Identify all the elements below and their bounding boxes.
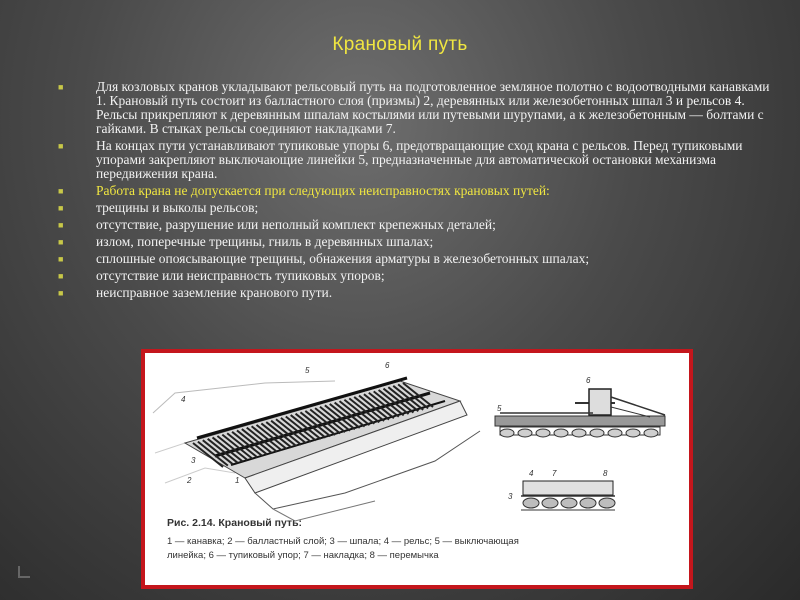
- bullet-item: [58, 139, 778, 181]
- figure-caption-line-1: 1 — канавка; 2 — балластный слой; 3 — шпала; 4 — рельс; 5 — выключающая: [167, 536, 519, 547]
- bullet-text: Для козловых кранов укладывают рельсовый путь на подготовленное земляное полотно с водоотводными канавками 1. Крановый путь состоит из балластного слоя (призмы) 2, деревянных или железобетонных шпал 3 и рельсов 4. Рельсы прикрепляют к деревянным шпалам костылями или путевыми шурупами, а к железобетонным — болтами с гайками. В стыках рельсы соединяют накладками 7.: [96, 79, 770, 136]
- joint-sleeper: [561, 498, 577, 508]
- slide-corner-ornament: [18, 566, 30, 578]
- bullet-item: [58, 269, 778, 283]
- section-sleeper: [500, 429, 514, 437]
- label-1: 1: [235, 476, 240, 485]
- label-6: 6: [385, 361, 390, 370]
- joint-sleeper: [542, 498, 558, 508]
- joint-sleepers-group: [523, 498, 615, 508]
- bullet-item: [58, 201, 778, 215]
- section-sleeper: [626, 429, 640, 437]
- bullet-text: излом, поперечные трещины, гниль в деревянных шпалах;: [96, 234, 434, 249]
- bullet-text: неисправное заземление кранового пути.: [96, 285, 333, 300]
- label-8: 8: [603, 469, 608, 478]
- bullet-marker: ■: [58, 271, 64, 281]
- section-sleeper: [608, 429, 622, 437]
- bullet-marker: ■: [58, 141, 64, 151]
- figure-caption-line-2: линейка; 6 — тупиковый упор; 7 — накладка; 8 — перемычка: [167, 550, 439, 561]
- bullet-marker: ■: [58, 237, 64, 247]
- bullet-text: Работа крана не допускается при следующих неисправностях крановых путей:: [96, 183, 550, 198]
- bullet-text: трещины и выколы рельсов;: [96, 200, 259, 215]
- joint-sleeper: [599, 498, 615, 508]
- bullet-item: [58, 286, 778, 300]
- joint-sleeper: [523, 498, 539, 508]
- bullet-text: отсутствие, разрушение или неполный комплект крепежных деталей;: [96, 217, 496, 232]
- bullet-marker: ■: [58, 220, 64, 230]
- bullet-marker: ■: [58, 82, 64, 92]
- bullet-item: [58, 235, 778, 249]
- section-sleeper: [590, 429, 604, 437]
- slide-title: Крановый путь: [332, 34, 468, 55]
- label-6-section: 6: [586, 376, 591, 385]
- joint-sleeper: [580, 498, 596, 508]
- bullet-item-highlighted: [58, 184, 778, 198]
- bullet-item: [58, 218, 778, 232]
- bullet-item: [58, 80, 778, 136]
- bullet-marker: ■: [58, 186, 64, 196]
- section-sleepers-group: [500, 429, 658, 437]
- section-sleeper: [518, 429, 532, 437]
- label-4: 4: [181, 395, 186, 404]
- crane-track-drawing: [145, 353, 689, 585]
- label-4-joint: 4: [529, 469, 534, 478]
- label-3: 3: [191, 456, 196, 465]
- bullet-marker: ■: [58, 203, 64, 213]
- section-sleeper: [644, 429, 658, 437]
- section-sleeper: [554, 429, 568, 437]
- section-sleeper: [572, 429, 586, 437]
- bullet-text: отсутствие или неисправность тупиковых упоров;: [96, 268, 385, 283]
- label-2: 2: [187, 476, 192, 485]
- bullet-text: сплошные опоясывающие трещины, обнажения арматуры в железобетонных шпалах;: [96, 251, 590, 266]
- section-sleeper: [536, 429, 550, 437]
- figure-caption-title: Рис. 2.14. Крановый путь:: [167, 517, 303, 529]
- bullet-item: [58, 252, 778, 266]
- slide-body: [58, 80, 778, 303]
- bullet-marker: ■: [58, 254, 64, 264]
- label-3-joint: 3: [508, 492, 513, 501]
- crane-track-figure: [141, 349, 693, 589]
- label-5-section: 5: [497, 404, 502, 413]
- bullet-text: На концах пути устанавливают тупиковые упоры 6, предотвращающие сход крана с рельсов. Перед тупиковыми упорами закрепляют выключающие линейки 5, предназначенные для автоматической остановки механизма передвижения крана.: [96, 138, 743, 181]
- buffer-stop-section: [495, 389, 665, 435]
- label-5: 5: [305, 366, 310, 375]
- bullet-marker: ■: [58, 288, 64, 298]
- label-7: 7: [552, 469, 557, 478]
